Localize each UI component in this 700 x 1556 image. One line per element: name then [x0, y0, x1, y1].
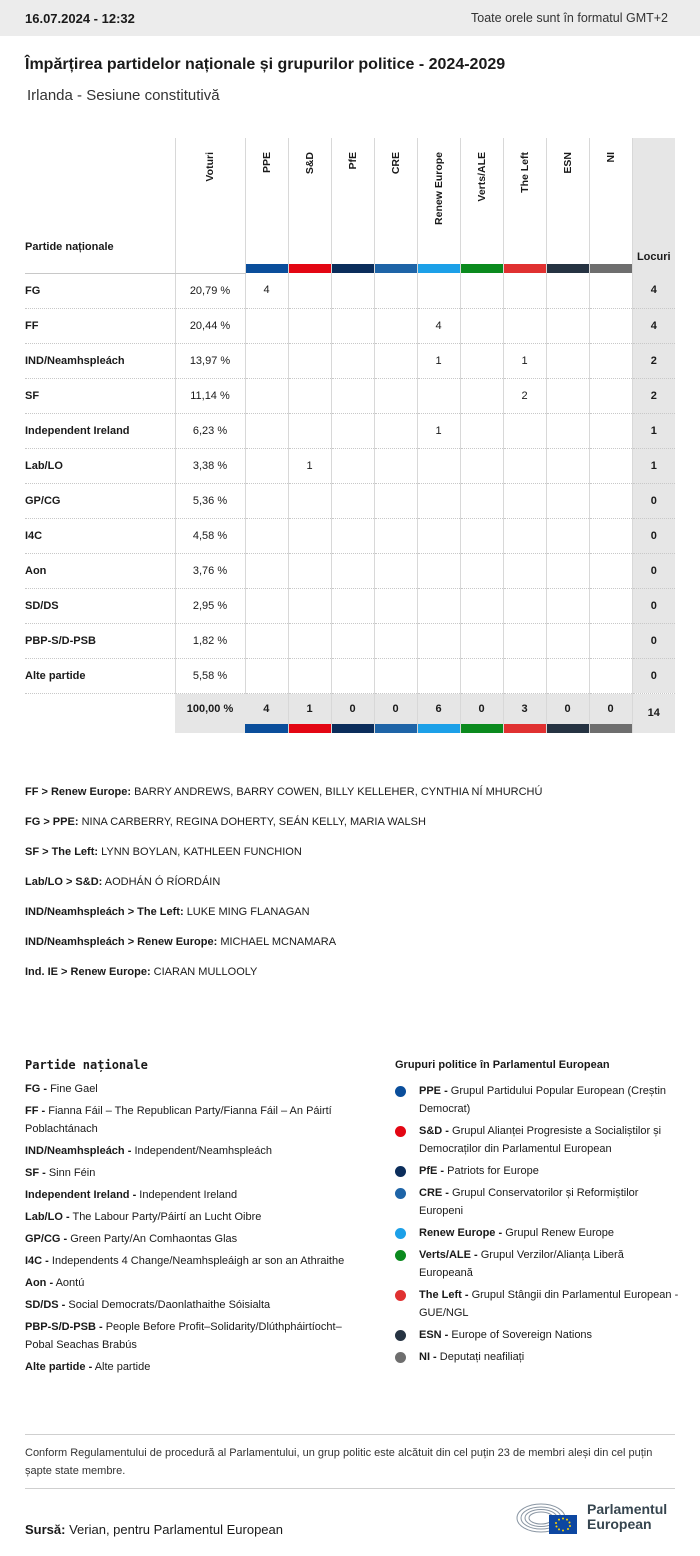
allocation-item: Ind. IE > Renew Europe: CIARAN MULLOOLY — [25, 966, 258, 978]
group-seat-cell — [546, 553, 589, 588]
group-column-header: CRE — [374, 138, 417, 273]
table-row — [25, 483, 675, 518]
group-legend-item: NI - Deputați neafiliați — [395, 1348, 680, 1366]
totals-row — [25, 693, 675, 733]
party-legend-item: FG - Fine Gael — [25, 1083, 98, 1095]
group-seat-cell — [245, 483, 288, 518]
group-column-header: Verts/ALE — [460, 138, 503, 273]
group-seat-cell — [245, 588, 288, 623]
party-name: FF — [25, 308, 175, 343]
group-seat-cell: 1 — [288, 448, 331, 483]
seat-total: 0 — [632, 588, 675, 623]
group-total: 0 — [331, 693, 374, 733]
table-row — [25, 588, 675, 623]
group-seat-cell — [460, 343, 503, 378]
group-seat-cell — [503, 483, 546, 518]
seat-total: 1 — [632, 413, 675, 448]
group-color-bar — [418, 264, 460, 273]
party-name: SF — [25, 378, 175, 413]
group-seat-cell — [546, 483, 589, 518]
group-legend-item: Renew Europe - Grupul Renew Europe — [395, 1224, 680, 1242]
group-seat-cell — [589, 448, 632, 483]
group-seat-cell — [331, 343, 374, 378]
group-legend-item: PfE - Patriots for Europe — [395, 1162, 680, 1180]
group-color-bar — [289, 724, 331, 733]
group-column-header: NI — [589, 138, 632, 273]
table-row — [25, 343, 675, 378]
group-color-bar — [245, 724, 288, 733]
table-row — [25, 378, 675, 413]
group-seat-cell — [331, 588, 374, 623]
divider — [25, 1434, 675, 1435]
page-title: Împărțirea partidelor naționale și grupurilor politice - 2024-2029 — [25, 56, 506, 73]
group-seat-cell — [245, 623, 288, 658]
parliament-hemicycle-icon — [515, 1498, 579, 1536]
table-row — [25, 658, 675, 693]
parliament-logo — [515, 1498, 667, 1536]
table-row — [25, 273, 675, 308]
group-seat-cell — [374, 483, 417, 518]
group-seat-cell: 2 — [503, 378, 546, 413]
group-seat-cell — [546, 378, 589, 413]
group-column-header: The Left — [503, 138, 546, 273]
group-total: 3 — [503, 693, 546, 733]
group-seat-cell — [417, 518, 460, 553]
group-column-header: Renew Europe — [417, 138, 460, 273]
seats-column-header: Locuri — [632, 138, 675, 273]
vote-share: 5,58 % — [175, 658, 245, 693]
group-seat-cell — [546, 588, 589, 623]
vote-share: 5,36 % — [175, 483, 245, 518]
group-seat-cell — [288, 343, 331, 378]
table-row — [25, 308, 675, 343]
party-name: Lab/LO — [25, 448, 175, 483]
allocation-item: IND/Neamhspleách > The Left: LUKE MING FLANAGAN — [25, 906, 310, 918]
group-seat-cell — [546, 518, 589, 553]
group-color-bar — [418, 724, 460, 733]
group-seat-cell: 4 — [417, 308, 460, 343]
table-row — [25, 553, 675, 588]
votes-column-header: Voturi — [175, 138, 245, 273]
national-parties-heading: Partide naționale — [25, 1058, 148, 1072]
group-total: 1 — [288, 693, 331, 733]
group-seat-cell — [460, 273, 503, 308]
group-seat-cell — [288, 273, 331, 308]
party-name: GP/CG — [25, 483, 175, 518]
group-seat-cell — [288, 413, 331, 448]
group-color-dot — [395, 1228, 406, 1239]
group-seat-cell — [417, 483, 460, 518]
group-legend-item: PPE - Grupul Partidului Popular European (Creștin Democrat) — [395, 1082, 680, 1118]
group-seat-cell — [288, 553, 331, 588]
group-seat-cell — [460, 588, 503, 623]
seat-total: 0 — [632, 483, 675, 518]
group-total: 0 — [589, 693, 632, 733]
group-seat-cell — [589, 413, 632, 448]
vote-share: 20,44 % — [175, 308, 245, 343]
group-color-dot — [395, 1086, 406, 1097]
group-seat-cell — [288, 308, 331, 343]
group-color-bar — [375, 264, 417, 273]
seat-total: 0 — [632, 553, 675, 588]
group-color-dot — [395, 1126, 406, 1137]
table-row — [25, 413, 675, 448]
group-color-bar — [461, 264, 503, 273]
seat-total: 2 — [632, 343, 675, 378]
group-seat-cell — [417, 553, 460, 588]
party-legend-item: IND/Neamhspleách - Independent/Neamhspleách — [25, 1145, 273, 1157]
group-seat-cell: 1 — [503, 343, 546, 378]
group-column-header: S&D — [288, 138, 331, 273]
seat-total: 0 — [632, 623, 675, 658]
table-row — [25, 518, 675, 553]
group-seat-cell — [589, 588, 632, 623]
allocation-list — [25, 784, 542, 994]
vote-share: 4,58 % — [175, 518, 245, 553]
group-seat-cell — [503, 413, 546, 448]
group-color-bar — [504, 724, 546, 733]
group-seat-cell — [245, 658, 288, 693]
allocation-item: FF > Renew Europe: BARRY ANDREWS, BARRY COWEN, BILLY KELLEHER, CYNTHIA NÍ MHURCHÚ — [25, 786, 543, 798]
group-seat-cell — [589, 623, 632, 658]
group-seat-cell — [331, 413, 374, 448]
group-seat-cell — [374, 658, 417, 693]
group-seat-cell — [503, 448, 546, 483]
party-legend-item: PBP-S/D-PSB - People Before Profit–Solidarity/Dlúthpháirtíocht–Pobal Seachas Brabús — [25, 1321, 342, 1351]
party-legend-item: SF - Sinn Féin — [25, 1167, 96, 1179]
group-seat-cell — [417, 378, 460, 413]
party-legend-item: SD/DS - Social Democrats/Daonlathaithe Sóisialta — [25, 1299, 271, 1311]
page-subtitle: Irlanda - Sesiune constitutivă — [27, 87, 220, 104]
table-row — [25, 623, 675, 658]
vote-share: 6,23 % — [175, 413, 245, 448]
group-seat-cell — [331, 273, 374, 308]
allocation-item: IND/Neamhspleách > Renew Europe: MICHAEL MCNAMARA — [25, 936, 337, 948]
group-seat-cell — [245, 413, 288, 448]
group-color-dot — [395, 1188, 406, 1199]
group-seat-cell — [589, 553, 632, 588]
group-column-header: PfE — [331, 138, 374, 273]
group-seat-cell — [546, 308, 589, 343]
group-seat-cell — [503, 658, 546, 693]
group-seat-cell — [245, 553, 288, 588]
group-seat-cell — [288, 378, 331, 413]
group-color-dot — [395, 1166, 406, 1177]
vote-share: 2,95 % — [175, 588, 245, 623]
group-seat-cell — [245, 378, 288, 413]
group-color-bar — [547, 264, 589, 273]
group-seat-cell — [589, 658, 632, 693]
group-seat-cell — [589, 483, 632, 518]
group-seat-cell — [417, 623, 460, 658]
group-color-bar — [590, 724, 632, 733]
national-parties-legend — [25, 1056, 365, 1380]
group-seat-cell — [374, 378, 417, 413]
party-legend-item: Alte partide - Alte partide — [25, 1361, 151, 1373]
votes-total: 100,00 % — [175, 693, 245, 733]
group-column-header: PPE — [245, 138, 288, 273]
group-seat-cell — [374, 623, 417, 658]
totals-blank — [25, 693, 175, 733]
group-total: 0 — [374, 693, 417, 733]
party-legend-item: GP/CG - Green Party/An Comhaontas Glas — [25, 1233, 238, 1245]
party-name: I4C — [25, 518, 175, 553]
source-line: Sursă: Verian, pentru Parlamentul European — [25, 1522, 283, 1537]
group-seat-cell — [460, 413, 503, 448]
group-seat-cell — [417, 588, 460, 623]
group-seat-cell — [503, 588, 546, 623]
group-seat-cell — [374, 413, 417, 448]
group-color-bar — [590, 264, 632, 273]
party-legend-item: Lab/LO - The Labour Party/Páirtí an Lucht Oibre — [25, 1211, 262, 1223]
group-seat-cell — [460, 483, 503, 518]
group-seat-cell — [546, 658, 589, 693]
group-seat-cell — [589, 518, 632, 553]
group-seat-cell — [546, 273, 589, 308]
group-seat-cell — [331, 308, 374, 343]
seat-total: 0 — [632, 518, 675, 553]
allocation-item: FG > PPE: NINA CARBERRY, REGINA DOHERTY, SEÁN KELLY, MARIA WALSH — [25, 816, 426, 828]
party-name: SD/DS — [25, 588, 175, 623]
vote-share: 1,82 % — [175, 623, 245, 658]
group-seat-cell — [503, 553, 546, 588]
group-seat-cell — [288, 658, 331, 693]
vote-share: 3,38 % — [175, 448, 245, 483]
party-column-header: Partide naționale — [25, 138, 175, 273]
group-seat-cell — [417, 448, 460, 483]
group-seat-cell: 1 — [417, 343, 460, 378]
group-legend-item: The Left - Grupul Stângii din Parlamentul European - GUE/NGL — [395, 1286, 680, 1322]
party-name: PBP-S/D-PSB — [25, 623, 175, 658]
group-seat-cell — [546, 343, 589, 378]
seat-total: 4 — [632, 273, 675, 308]
vote-share: 11,14 % — [175, 378, 245, 413]
group-column-header: ESN — [546, 138, 589, 273]
seats-grand-total: 14 — [632, 693, 675, 733]
vote-share: 20,79 % — [175, 273, 245, 308]
group-seat-cell — [460, 553, 503, 588]
allocation-item: Lab/LO > S&D: AODHÁN Ó RÍORDÁIN — [25, 876, 221, 888]
group-seat-cell: 4 — [245, 273, 288, 308]
party-legend-item: I4C - Independents 4 Change/Neamhspleáigh ar son an Athraithe — [25, 1255, 345, 1267]
party-name: Aon — [25, 553, 175, 588]
timezone-note: Toate orele sunt în formatul GMT+2 — [471, 11, 668, 25]
top-bar — [0, 0, 700, 36]
group-seat-cell — [331, 518, 374, 553]
group-seat-cell — [331, 623, 374, 658]
party-name: Independent Ireland — [25, 413, 175, 448]
seat-total: 2 — [632, 378, 675, 413]
group-seat-cell — [331, 448, 374, 483]
group-color-dot — [395, 1330, 406, 1341]
group-seat-cell — [374, 343, 417, 378]
party-legend-item: FF - Fianna Fáil – The Republican Party/Fianna Fáil – An Páirtí Poblachtánach — [25, 1105, 332, 1135]
group-seat-cell — [503, 273, 546, 308]
seats-table — [25, 138, 675, 733]
group-seat-cell — [374, 588, 417, 623]
group-color-bar — [547, 724, 589, 733]
group-seat-cell — [546, 448, 589, 483]
group-seat-cell — [417, 273, 460, 308]
group-legend-item: ESN - Europe of Sovereign Nations — [395, 1326, 680, 1344]
vote-share: 13,97 % — [175, 343, 245, 378]
table-row — [25, 448, 675, 483]
party-name: IND/Neamhspleách — [25, 343, 175, 378]
group-seat-cell — [374, 553, 417, 588]
group-seat-cell — [245, 308, 288, 343]
group-seat-cell — [245, 343, 288, 378]
group-color-dot — [395, 1290, 406, 1301]
group-seat-cell — [331, 378, 374, 413]
group-seat-cell — [288, 588, 331, 623]
group-seat-cell — [503, 518, 546, 553]
group-seat-cell — [245, 448, 288, 483]
group-seat-cell — [460, 518, 503, 553]
group-seat-cell — [460, 658, 503, 693]
group-color-bar — [246, 264, 288, 273]
allocation-item: SF > The Left: LYNN BOYLAN, KATHLEEN FUNCHION — [25, 846, 302, 858]
group-seat-cell — [460, 378, 503, 413]
group-seat-cell — [374, 308, 417, 343]
group-color-bar — [332, 264, 374, 273]
group-seat-cell — [374, 448, 417, 483]
party-legend-item: Aon - Aontú — [25, 1277, 85, 1289]
group-seat-cell — [589, 378, 632, 413]
group-total: 0 — [546, 693, 589, 733]
group-color-bar — [461, 724, 503, 733]
group-seat-cell — [245, 518, 288, 553]
procedure-note: Conform Regulamentului de procedură al Parlamentului, un grup politic este alcătuit din cel puțin 23 de membri aleși din cel puțin șapte state membre. — [25, 1447, 653, 1477]
group-legend-item: S&D - Grupul Alianței Progresiste a Socialiștilor și Democraților din Parlamentul European — [395, 1122, 680, 1158]
political-groups-heading: Grupuri politice în Parlamentul European — [395, 1059, 610, 1071]
group-seat-cell — [546, 623, 589, 658]
group-seat-cell — [331, 483, 374, 518]
group-color-bar — [375, 724, 417, 733]
party-legend-item: Independent Ireland - Independent Ireland — [25, 1189, 238, 1201]
timestamp: 16.07.2024 - 12:32 — [25, 10, 135, 26]
group-seat-cell — [589, 343, 632, 378]
group-color-bar — [289, 264, 331, 273]
group-seat-cell — [503, 308, 546, 343]
party-name: Alte partide — [25, 658, 175, 693]
group-total: 0 — [460, 693, 503, 733]
group-seat-cell — [589, 308, 632, 343]
seat-total: 1 — [632, 448, 675, 483]
group-color-bar — [504, 264, 546, 273]
group-seat-cell — [460, 623, 503, 658]
group-seat-cell — [288, 483, 331, 518]
group-seat-cell — [417, 658, 460, 693]
group-seat-cell — [460, 308, 503, 343]
vote-share: 3,76 % — [175, 553, 245, 588]
group-seat-cell: 1 — [417, 413, 460, 448]
group-legend-item: CRE - Grupul Conservatorilor și Reformiștilor Europeni — [395, 1184, 680, 1220]
political-groups-legend — [395, 1056, 680, 1370]
group-seat-cell — [288, 623, 331, 658]
group-seat-cell — [589, 273, 632, 308]
group-seat-cell — [460, 448, 503, 483]
group-legend-item: Verts/ALE - Grupul Verzilor/Alianța Liberă Europeană — [395, 1246, 680, 1282]
group-color-dot — [395, 1250, 406, 1261]
group-color-dot — [395, 1352, 406, 1363]
group-seat-cell — [331, 658, 374, 693]
party-name: FG — [25, 273, 175, 308]
group-seat-cell — [546, 413, 589, 448]
group-total: 4 — [245, 693, 288, 733]
group-seat-cell — [374, 273, 417, 308]
group-color-bar — [332, 724, 374, 733]
group-seat-cell — [374, 518, 417, 553]
seat-total: 4 — [632, 308, 675, 343]
group-seat-cell — [288, 518, 331, 553]
divider — [25, 1488, 675, 1489]
group-seat-cell — [503, 623, 546, 658]
group-seat-cell — [331, 553, 374, 588]
group-total: 6 — [417, 693, 460, 733]
logo-text: Parlamentul European — [587, 1501, 668, 1532]
seat-total: 0 — [632, 658, 675, 693]
